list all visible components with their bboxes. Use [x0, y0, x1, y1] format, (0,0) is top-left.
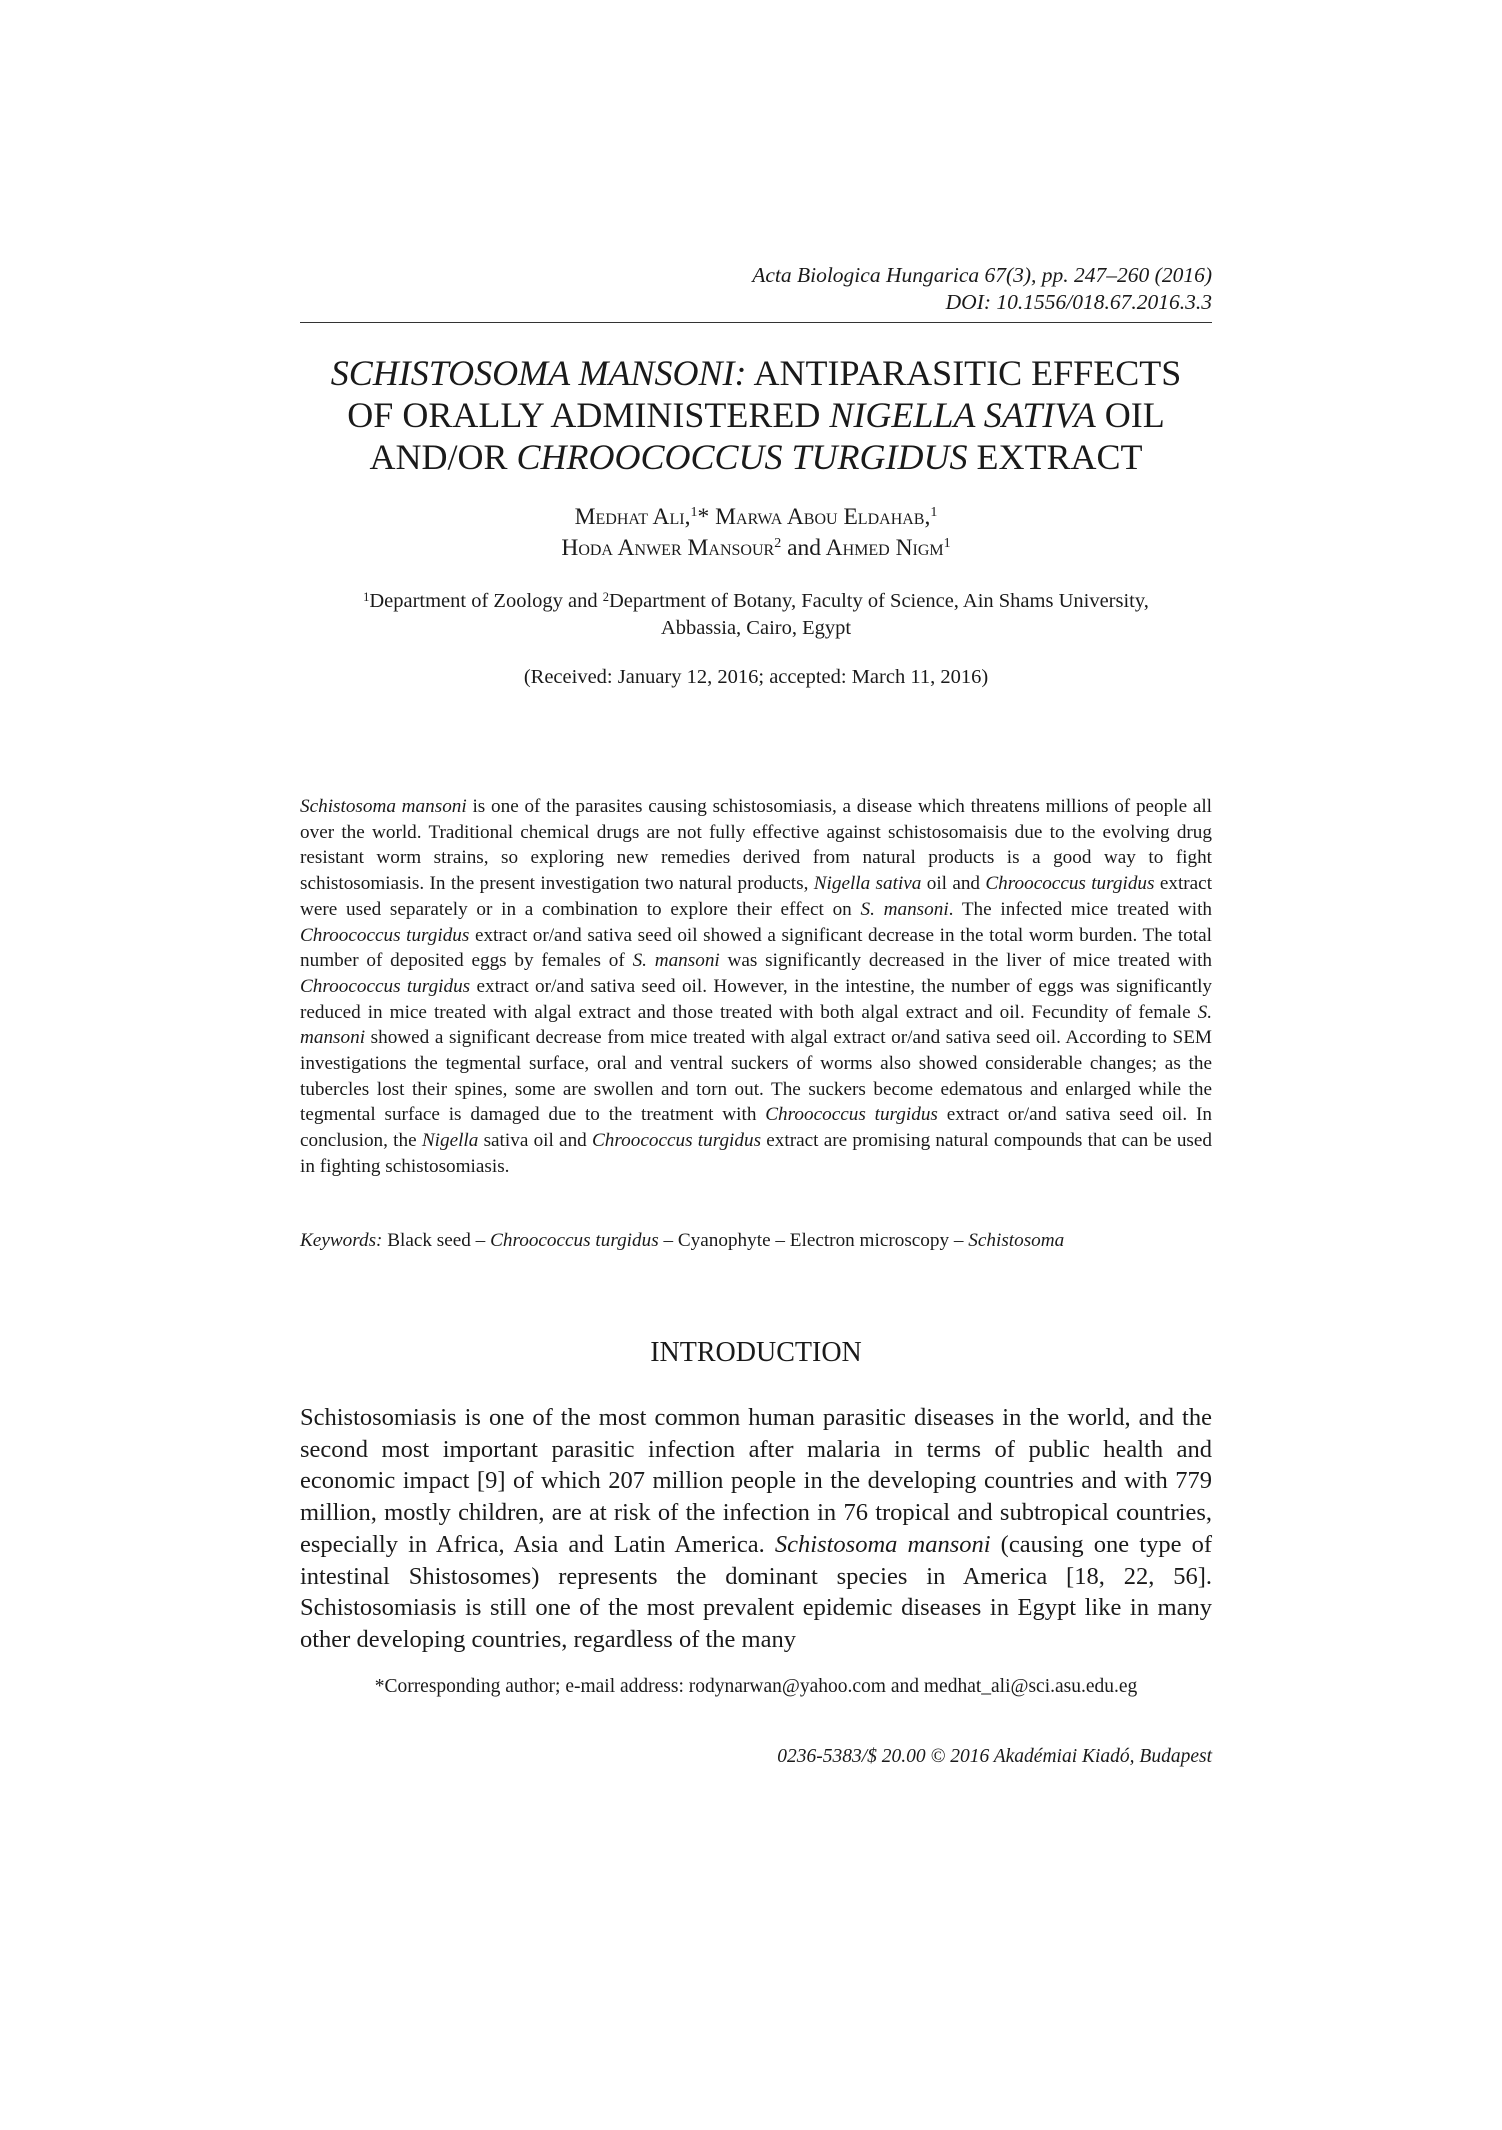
author-name: Hoda Anwer Mansour [561, 535, 775, 561]
received-dates: (Received: January 12, 2016; accepted: March 11, 2016) [523, 666, 989, 688]
title-species: SCHISTOSOMA MANSONI: [330, 353, 747, 393]
doi: DOI: 10.1556/018.67.2016.3.3 [945, 290, 1212, 314]
journal-header [300, 262, 1212, 316]
section-heading-introduction: INTRODUCTION [650, 1337, 862, 1368]
author-name: Marwa Abou Eldahab, [715, 504, 931, 530]
copyright-line: 0236-5383/$ 20.00 © 2016 Akadémiai Kiadó, Budapest [777, 1746, 1212, 1767]
header-rule [300, 322, 1212, 323]
introduction-paragraph: Schistosomiasis is one of the most common human parasitic diseases in the world, and the second most important parasitic infection after malaria in terms of public health and economic impact [9] of which 207 million people in the developing countries and with 779 million, mostly children, are at risk of the infection in 76 tropical and subtropical countries, especially in Africa, Asia and Latin America. Schistosoma mansoni (causing one type of intestinal Shistosomes) represents the dominant species in America [18, 22, 56]. Schistosomiasis is still one of the most prevalent epidemic diseases in Egypt like in many other developing countries, regardless of the many [300, 1404, 1212, 1653]
corresponding-footnote: *Corresponding author; e-mail address: rodynarwan@yahoo.com and medhat_ali@sci.asu.edu.eg [374, 1676, 1138, 1697]
keywords: Keywords: Black seed – Chroococcus turgidus – Cyanophyte – Electron microscopy – Schistosoma [300, 1230, 1065, 1251]
article-title: SCHISTOSOMA MANSONI: ANTIPARASITIC EFFECTS OF ORALLY ADMINISTERED NIGELLA SATIVA OIL AND/OR CHROOCOCCUS TURGIDUS EXTRACT [330, 353, 1182, 477]
keywords-label: Keywords: [300, 1230, 383, 1251]
abstract: Schistosoma mansoni is one of the parasites causing schistosomiasis, a disease which threatens millions of people all over the world. Traditional chemical drugs are not fully effective against schistosomaisis due to the evolving drug resistant worm strains, so exploring new remedies derived from natural products is a good way to fight schistosomiasis. In the present investigation two natural products, Nigella sativa oil and Chroococcus turgidus extract were used separately or in a combination to explore their effect on S. mansoni. The infected mice treated with Chroococcus turgidus extract or/and sativa seed oil showed a significant decrease in the total worm burden. The total number of deposited eggs by females of S. mansoni was significantly decreased in the liver of mice treated with Chroococcus turgidus extract or/and sativa seed oil. However, in the intestine, the number of eggs was significantly reduced in mice treated with algal extract and those treated with both algal extract and oil. Fecundity of female S. mansoni showed a significant decrease from mice treated with algal extract or/and sativa seed oil. According to SEM investigations the tegmental surface, oral and ventral suckers of worms also showed considerable changes; as the tubercles lost their spines, some are swollen and torn out. The suckers become edematous and enlarged while the tegmental surface is damaged due to the treatment with Chroococcus turgidus extract or/and sativa seed oil. In conclusion, the Nigella sativa oil and Chroococcus turgidus extract are promising natural compounds that can be used in fighting schistosomiasis. [300, 796, 1213, 1177]
author-name: Medhat Ali, [574, 504, 691, 530]
journal-citation: Acta Biologica Hungarica 67(3), pp. 247–260 (2016) [752, 263, 1212, 287]
affiliation: $^1$Department of Zoology and $^2$Department of Botany, Faculty of Science, Ain Shams University, Abbassia, Cairo, Egypt [363, 590, 1149, 639]
author-name: Ahmed Nigm [825, 535, 944, 561]
corresponding-star: * [697, 504, 710, 530]
author-list: Medhat Ali,$^1$* Marwa Abou Eldahab,$^1$ Hoda Anwer Mansour$^2$ and Ahmed Nigm$^1$ [561, 504, 951, 561]
